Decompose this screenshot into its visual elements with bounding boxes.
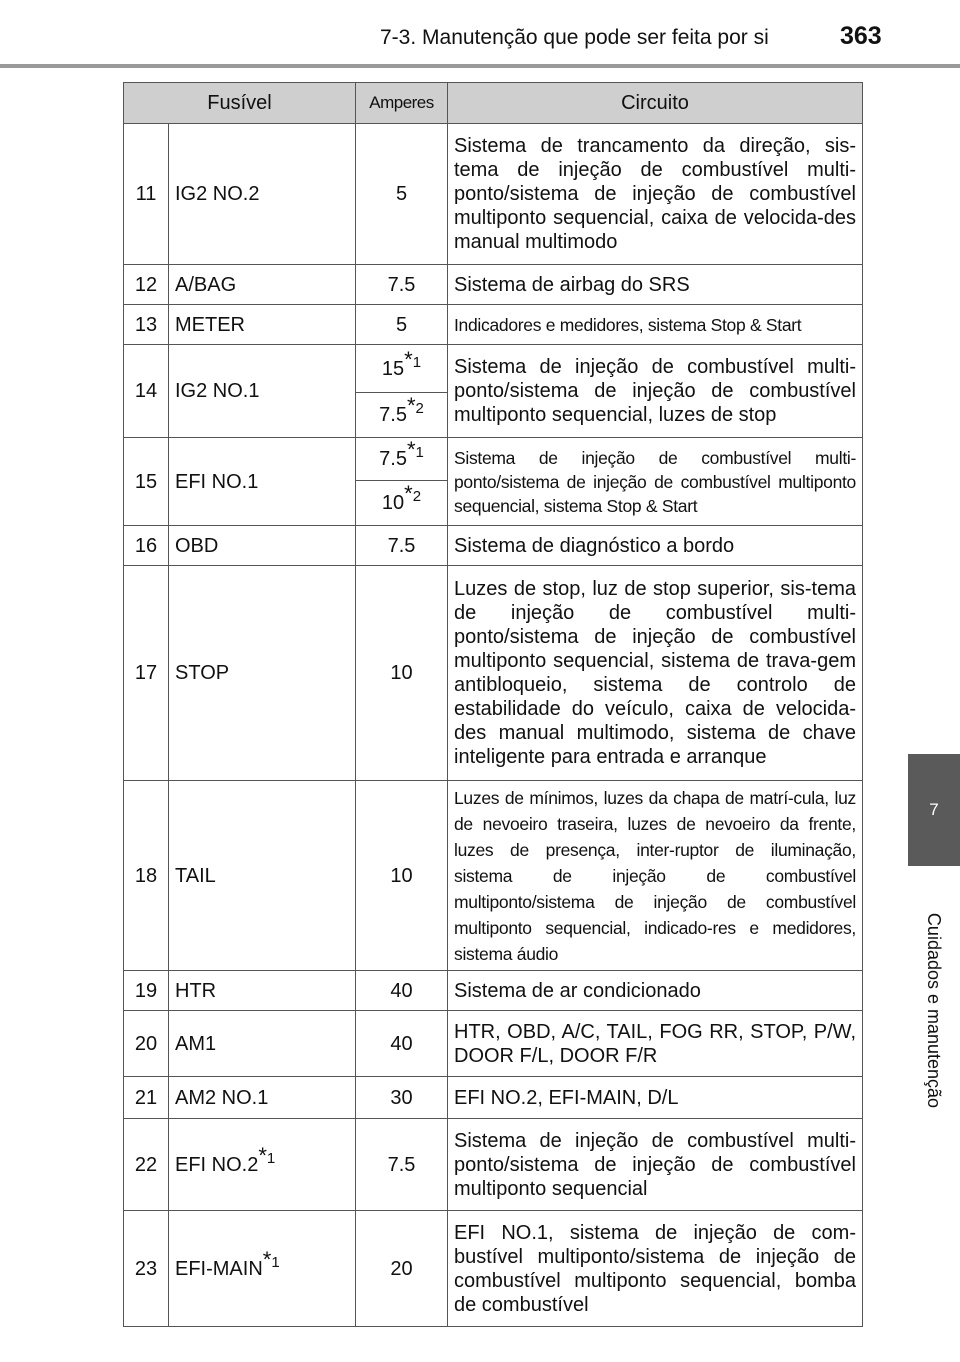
fuse-amperes	[356, 481, 448, 526]
fuse-circuit: Luzes de mínimos, luzes da chapa de matrí-cula, luz de nevoeiro traseira, luzes de nevoeiro da frente, luzes de presença, inter-ruptor de iluminação, sistema de injeção de combustível multiponto/sistema de injeção de combustível multiponto sequencial, indicado-res e medidores, sistema áudio	[448, 781, 863, 971]
header-circuit: Circuito	[448, 83, 863, 124]
fuse-circuit: Sistema de injeção de combustível multi-ponto/sistema de injeção de combustível multiponto sequencial, luzes de stop	[448, 345, 863, 438]
fuse-name: OBD	[169, 526, 356, 566]
amp-value: 7.5	[379, 448, 407, 470]
header-fuse: Fusível	[124, 83, 356, 124]
fuse-number: 23	[124, 1211, 169, 1327]
table-row	[124, 124, 863, 265]
fuse-circuit: Indicadores e medidores, sistema Stop & Start	[448, 305, 863, 345]
fuse-number: 21	[124, 1077, 169, 1119]
fuse-number: 14	[124, 345, 169, 438]
table-row	[124, 1211, 863, 1327]
table-row	[124, 305, 863, 345]
fuse-number: 11	[124, 124, 169, 265]
footnote-number: 1	[412, 353, 422, 371]
fuse-name: TAIL	[169, 781, 356, 971]
table-row	[124, 1011, 863, 1077]
fuse-number: 20	[124, 1011, 169, 1077]
fuse-number: 12	[124, 265, 169, 305]
footnote-number: 2	[415, 400, 424, 418]
fuse-circuit: Sistema de ar condicionado	[448, 971, 863, 1011]
table-row	[124, 265, 863, 305]
fuse-name: A/BAG	[169, 265, 356, 305]
fuse-name-text: EFI NO.2	[175, 1153, 259, 1176]
footnote-mark: *1	[258, 1142, 276, 1168]
table-row	[124, 1119, 863, 1211]
table-row	[124, 566, 863, 781]
fuse-circuit: EFI NO.1, sistema de injeção de com-bustível multiponto/sistema de injeção de combustível multiponto sequencial, bomba de combustível	[448, 1211, 863, 1327]
footnote-mark: *2	[406, 393, 424, 419]
fuse-number: 15	[124, 438, 169, 526]
fuse-circuit: HTR, OBD, A/C, TAIL, FOG RR, STOP, P/W, DOOR F/L, DOOR F/R	[448, 1011, 863, 1077]
fuse-number: 17	[124, 566, 169, 781]
fuse-circuit: EFI NO.2, EFI-MAIN, D/L	[448, 1077, 863, 1119]
chapter-label-text: Cuidados e manutenção	[924, 912, 945, 1108]
fuse-amperes: 10	[356, 781, 448, 971]
fuse-name-text: EFI-MAIN	[175, 1257, 263, 1280]
fuse-amperes: 40	[356, 1011, 448, 1077]
fuse-number: 22	[124, 1119, 169, 1211]
table-header-row	[124, 83, 863, 124]
table-row	[124, 345, 863, 393]
fuse-circuit: Sistema de injeção de combustível multi-ponto/sistema de injeção de combustível multiponto sequencial, sistema Stop & Start	[448, 438, 863, 526]
fuse-name: AM2 NO.1	[169, 1077, 356, 1119]
footnote-mark: *2	[404, 481, 422, 507]
chapter-number: 7	[929, 800, 939, 819]
fuse-name: STOP	[169, 566, 356, 781]
fuse-name: IG2 NO.1	[169, 345, 356, 438]
table-row	[124, 526, 863, 566]
fuse-amperes: 7.5	[356, 1119, 448, 1211]
fuse-name: METER	[169, 305, 356, 345]
footnote-mark: *1	[406, 437, 424, 463]
amp-value: 7.5	[379, 404, 407, 426]
table-row	[124, 971, 863, 1011]
fuse-name	[169, 1211, 356, 1327]
table-row	[124, 781, 863, 971]
fuse-circuit: Sistema de trancamento da direção, sis-tema de injeção de combustível multi-ponto/sistema de injeção de combustível multiponto sequencial, caixa de velocida-des manual multimodo	[448, 124, 863, 265]
fuse-amperes: 10	[356, 566, 448, 781]
fuse-circuit: Sistema de injeção de combustível multi-ponto/sistema de injeção de combustível multiponto sequencial	[448, 1119, 863, 1211]
chapter-tab	[908, 754, 960, 866]
footnote-number: 1	[415, 444, 424, 462]
fuse-circuit: Sistema de diagnóstico a bordo	[448, 526, 863, 566]
fuse-name: AM1	[169, 1011, 356, 1077]
amp-value: 10	[381, 492, 405, 514]
table-row	[124, 1077, 863, 1119]
page-number: 363	[840, 22, 882, 50]
fuse-number: 18	[124, 781, 169, 971]
fuse-amperes	[356, 438, 448, 481]
fuse-table	[123, 82, 863, 1327]
fuse-name: IG2 NO.2	[169, 124, 356, 265]
fuse-amperes: 40	[356, 971, 448, 1011]
fuse-number: 13	[124, 305, 169, 345]
table-row	[124, 438, 863, 481]
fuse-amperes	[356, 345, 448, 393]
fuse-amperes: 7.5	[356, 526, 448, 566]
footnote-number: 1	[271, 1253, 280, 1271]
header-divider	[0, 64, 960, 68]
chapter-label	[908, 880, 960, 1140]
fuse-number: 16	[124, 526, 169, 566]
amp-value: 15	[381, 357, 405, 380]
fuse-number: 19	[124, 971, 169, 1011]
fuse-name: HTR	[169, 971, 356, 1011]
footnote-mark: *1	[404, 346, 422, 372]
fuse-circuit: Sistema de airbag do SRS	[448, 265, 863, 305]
footnote-mark: *1	[262, 1246, 280, 1272]
footnote-number: 1	[266, 1149, 276, 1167]
fuse-amperes: 5	[356, 124, 448, 265]
footnote-number: 2	[412, 488, 422, 506]
fuse-name	[169, 1119, 356, 1211]
header-amperes: Amperes	[356, 83, 448, 124]
fuse-amperes	[356, 393, 448, 438]
fuse-amperes: 7.5	[356, 265, 448, 305]
fuse-amperes: 5	[356, 305, 448, 345]
section-title: 7-3. Manutenção que pode ser feita por si	[380, 26, 769, 49]
fuse-amperes: 20	[356, 1211, 448, 1327]
fuse-circuit: Luzes de stop, luz de stop superior, sis-tema de injeção de combustível multi-ponto/sistema de injeção de combustível multiponto sequencial, sistema de trava-gem antibloqueio, sistema de controlo de estabilidade do veículo, caixa de velocida-des manual multimodo, sistema de chave inteligente para entrada e arranque	[448, 566, 863, 781]
fuse-name: EFI NO.1	[169, 438, 356, 526]
fuse-amperes: 30	[356, 1077, 448, 1119]
